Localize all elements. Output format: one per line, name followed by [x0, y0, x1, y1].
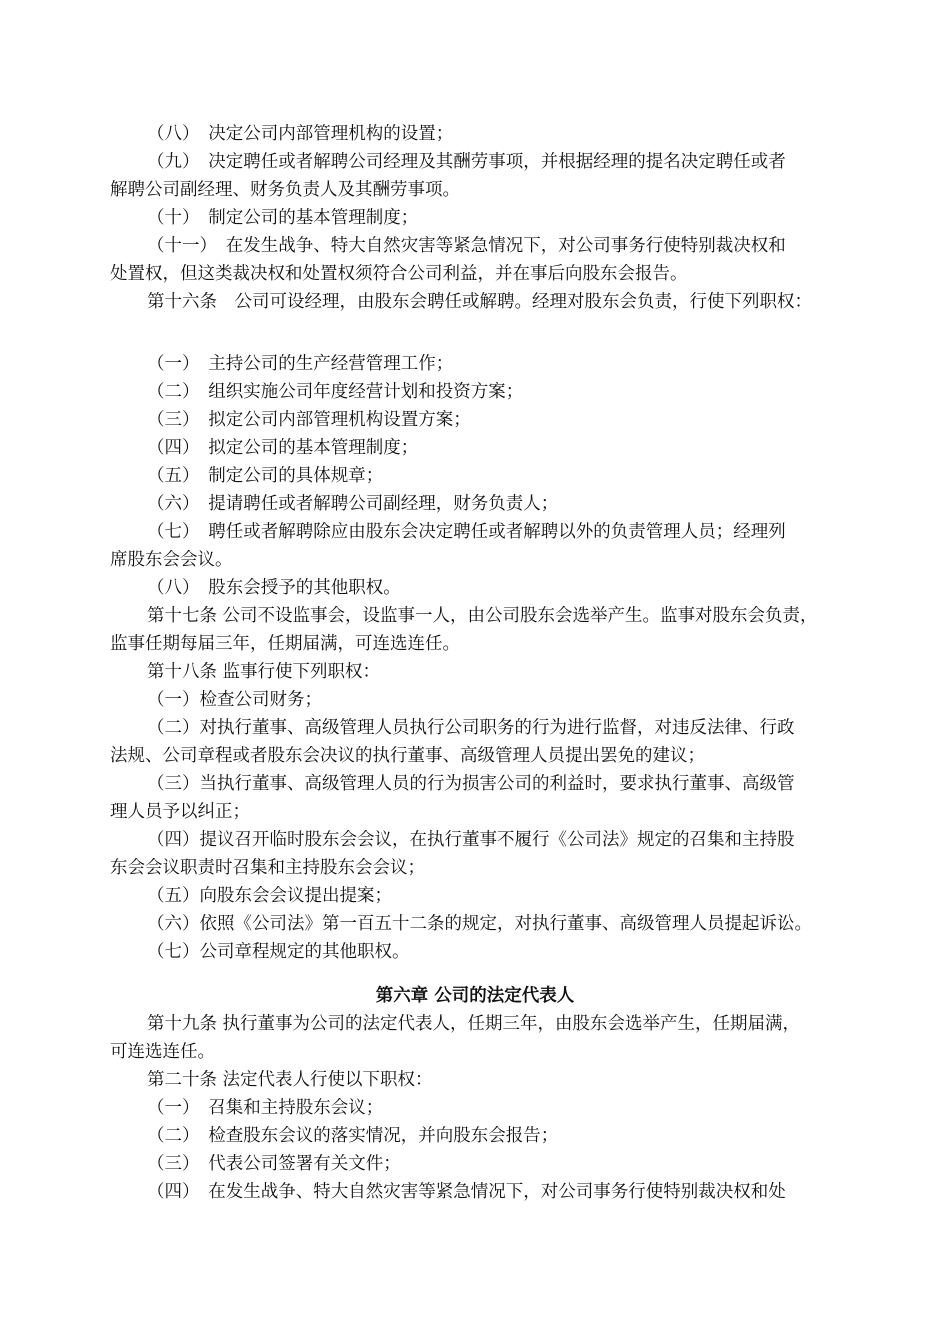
paragraph — [110, 350, 882, 966]
text-line: （一）检查公司财务； — [147, 690, 322, 710]
text-line: （四） 在发生战争、特大自然灾害等紧急情况下，对公司事务行使特别裁决权和处 — [147, 1182, 786, 1202]
text-line: 第十六条 公司可设经理，由股东会聘任或解聘。经理对股东会负责，行使下列职权： — [147, 292, 812, 312]
text-line: （一） 召集和主持股东会议； — [147, 1098, 384, 1118]
paragraph — [110, 1010, 882, 1206]
text-line: （一） 主持公司的生产经营管理工作； — [147, 354, 454, 374]
text-line: （二） 组织实施公司年度经营计划和投资方案； — [147, 382, 524, 402]
text-line: 第十九条 执行董事为公司的法定代表人，任期三年，由股东会选举产生，任期届满， — [147, 1014, 801, 1034]
text-line: （四）提议召开临时股东会会议，在执行董事不履行《公司法》规定的召集和主持股 — [147, 830, 795, 850]
text-line: （二） 检查股东会议的落实情况，并向股东会报告； — [147, 1126, 559, 1146]
text-line: 处置权，但这类裁决权和处置权须符合公司利益，并在事后向股东会报告。 — [110, 264, 688, 284]
text-line: （七） 聘任或者解聘除应由股东会决定聘任或者解聘以外的负责管理人员；经理列 — [147, 522, 786, 542]
chapter-heading: 第六章 公司的法定代表人 — [375, 986, 575, 1006]
text-line: 东会会议职责时召集和主持股东会会议； — [110, 858, 425, 878]
text-line: （五）向股东会会议提出提案； — [147, 886, 392, 906]
text-line: （九） 决定聘任或者解聘公司经理及其酬劳事项，并根据经理的提名决定聘任或者 — [147, 152, 786, 172]
text-line: （十一） 在发生战争、特大自然灾害等紧急情况下，对公司事务行使特别裁决权和 — [147, 236, 786, 256]
text-line: 可连选连任。 — [110, 1042, 215, 1062]
text-line: 法规、公司章程或者股东会决议的执行董事、高级管理人员提出罢免的建议； — [110, 746, 705, 766]
text-line: 第十七条 公司不设监事会，设监事一人，由公司股东会选举产生。监事对股东会负责， — [147, 606, 818, 626]
text-line: 监事任期每届三年，任期届满，可连选连任。 — [110, 634, 460, 654]
text-line: （四） 拟定公司的基本管理制度； — [147, 438, 419, 458]
text-line: 第二十条 法定代表人行使以下职权： — [147, 1070, 433, 1090]
text-line: （八） 决定公司内部管理机构的设置； — [147, 124, 454, 144]
text-line: （八） 股东会授予的其他职权。 — [147, 578, 401, 598]
text-line: （七）公司章程规定的其他职权。 — [147, 942, 410, 962]
text-line: （三）当执行董事、高级管理人员的行为损害公司的利益时，要求执行董事、高级管 — [147, 774, 795, 794]
text-line: （六） 提请聘任或者解聘公司副经理，财务负责人； — [147, 494, 559, 514]
text-line: 席股东会会议。 — [110, 550, 233, 570]
text-line: （三） 代表公司签署有关文件； — [147, 1154, 401, 1174]
text-line: 第十八条 监事行使下列职权： — [147, 662, 381, 682]
text-line: （三） 拟定公司内部管理机构设置方案； — [147, 410, 471, 430]
text-line: （十） 制定公司的基本管理制度； — [147, 208, 419, 228]
paragraph — [110, 120, 882, 316]
text-line: （二）对执行董事、高级管理人员执行公司职务的行为进行监督，对违反法律、行政 — [147, 718, 795, 738]
text-line: 解聘公司副经理、财务负责人及其酬劳事项。 — [110, 180, 460, 200]
text-line: （六）依照《公司法》第一百五十二条的规定，对执行董事、高级管理人员提起诉讼。 — [147, 914, 812, 934]
text-line: （五） 制定公司的具体规章； — [147, 466, 384, 486]
text-line: 理人员予以纠正； — [110, 802, 250, 822]
